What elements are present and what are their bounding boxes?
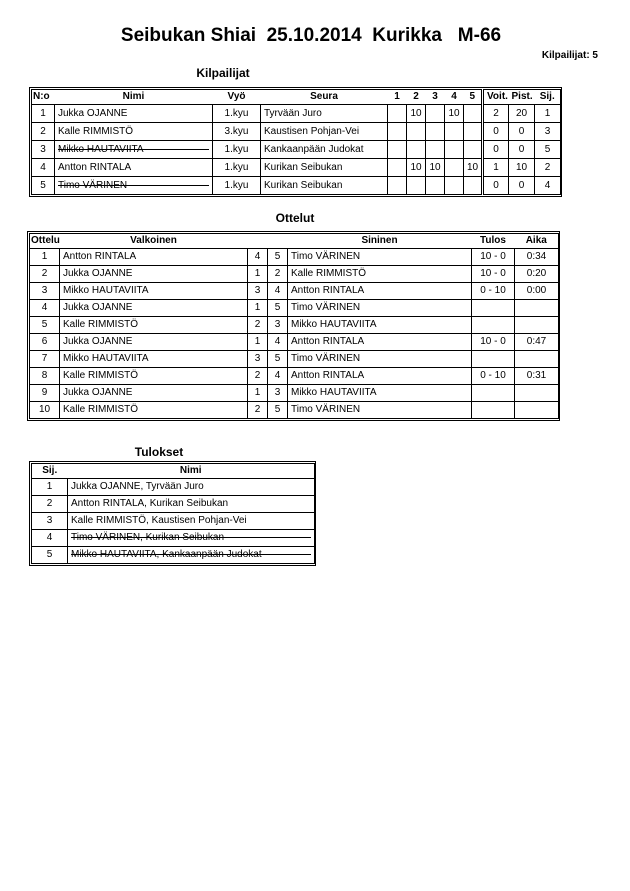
cell-time: 0:34 — [515, 249, 559, 266]
competitor-row — [32, 177, 561, 195]
cell-round-3: 10 — [426, 159, 445, 177]
cell-blue-name: Antton RINTALA — [288, 368, 472, 385]
cell-blue-name: Antton RINTALA — [288, 334, 472, 351]
cell-round-4 — [445, 123, 464, 141]
cell-round-2 — [407, 141, 426, 159]
results-table — [29, 461, 316, 566]
cell-points: 0 — [509, 177, 535, 195]
col-header-points: Pist. — [509, 90, 535, 105]
cell-blue-number: 3 — [268, 385, 288, 402]
cell-place: 2 — [32, 496, 68, 513]
cell-match-no: 8 — [30, 368, 60, 385]
matches-table — [27, 231, 560, 421]
result-row — [32, 513, 315, 530]
competitors-section-heading: Kilpailijat — [196, 66, 250, 80]
col-header-no: N:o — [32, 90, 55, 105]
cell-result: 0 - 10 — [472, 368, 515, 385]
cell-white-name: Jukka OJANNE — [60, 300, 248, 317]
cell-name: Mikko HAUTAVIITA — [55, 141, 213, 159]
results-header-row — [32, 464, 315, 479]
col-header-white: Valkoinen — [60, 234, 248, 249]
cell-round-1 — [388, 141, 407, 159]
cell-result — [472, 402, 515, 419]
cell-round-5: 10 — [464, 159, 483, 177]
cell-round-2 — [407, 123, 426, 141]
col-header-belt: Vyö — [213, 90, 261, 105]
cell-round-1 — [388, 159, 407, 177]
cell-no: 2 — [32, 123, 55, 141]
cell-name: Mikko HAUTAVIITA, Kankaanpään Judokat — [68, 547, 315, 564]
cell-match-no: 1 — [30, 249, 60, 266]
cell-place: 4 — [32, 530, 68, 547]
cell-white-number: 1 — [248, 334, 268, 351]
cell-white-name: Jukka OJANNE — [60, 385, 248, 402]
competitor-row — [32, 141, 561, 159]
cell-white-number: 4 — [248, 249, 268, 266]
cell-blue-number: 5 — [268, 351, 288, 368]
cell-match-no: 5 — [30, 317, 60, 334]
cell-blue-name: Timo VÄRINEN — [288, 351, 472, 368]
cell-no: 4 — [32, 159, 55, 177]
cell-round-2: 10 — [407, 105, 426, 123]
cell-round-3 — [426, 105, 445, 123]
cell-place: 5 — [32, 547, 68, 564]
cell-white-name: Mikko HAUTAVIITA — [60, 283, 248, 300]
cell-white-name: Jukka OJANNE — [60, 266, 248, 283]
cell-result: 10 - 0 — [472, 249, 515, 266]
cell-wins: 0 — [483, 123, 509, 141]
match-row — [30, 300, 559, 317]
col-header-time: Aika — [515, 234, 559, 249]
cell-time: 0:00 — [515, 283, 559, 300]
cell-club: Kurikan Seibukan — [261, 159, 388, 177]
cell-no: 5 — [32, 177, 55, 195]
cell-round-1 — [388, 177, 407, 195]
cell-time — [515, 385, 559, 402]
cell-match-no: 7 — [30, 351, 60, 368]
cell-no: 1 — [32, 105, 55, 123]
cell-round-1 — [388, 123, 407, 141]
cell-white-number: 3 — [248, 351, 268, 368]
cell-white-number: 3 — [248, 283, 268, 300]
cell-club: Kaustisen Pohjan-Vei — [261, 123, 388, 141]
cell-time — [515, 317, 559, 334]
cell-blue-name: Mikko HAUTAVIITA — [288, 317, 472, 334]
cell-round-4 — [445, 159, 464, 177]
cell-blue-number: 4 — [268, 334, 288, 351]
matches-header-row — [30, 234, 559, 249]
cell-place: 3 — [32, 513, 68, 530]
cell-wins: 0 — [483, 141, 509, 159]
cell-blue-name: Timo VÄRINEN — [288, 402, 472, 419]
match-row — [30, 249, 559, 266]
col-header-name: Nimi — [55, 90, 213, 105]
cell-match-no: 6 — [30, 334, 60, 351]
cell-name: Antton RINTALA, Kurikan Seibukan — [68, 496, 315, 513]
cell-match-no: 10 — [30, 402, 60, 419]
cell-wins: 2 — [483, 105, 509, 123]
cell-blue-number: 4 — [268, 368, 288, 385]
cell-white-name: Kalle RIMMISTÖ — [60, 368, 248, 385]
cell-white-name: Kalle RIMMISTÖ — [60, 317, 248, 334]
cell-time: 0:47 — [515, 334, 559, 351]
cell-round-4 — [445, 177, 464, 195]
col-header-blue: Sininen — [288, 234, 472, 249]
cell-match-no: 2 — [30, 266, 60, 283]
cell-round-3 — [426, 141, 445, 159]
cell-belt: 1.kyu — [213, 159, 261, 177]
col-header-name: Nimi — [68, 464, 315, 479]
result-row — [32, 530, 315, 547]
cell-white-number: 2 — [248, 317, 268, 334]
cell-round-1 — [388, 105, 407, 123]
cell-wins: 0 — [483, 177, 509, 195]
cell-blue-number: 5 — [268, 300, 288, 317]
match-row — [30, 402, 559, 419]
cell-place: 1 — [535, 105, 561, 123]
cell-time — [515, 351, 559, 368]
cell-match-no: 9 — [30, 385, 60, 402]
cell-match-no: 4 — [30, 300, 60, 317]
cell-blue-name: Kalle RIMMISTÖ — [288, 266, 472, 283]
cell-result — [472, 351, 515, 368]
cell-name: Kalle RIMMISTÖ, Kaustisen Pohjan-Vei — [68, 513, 315, 530]
cell-result — [472, 300, 515, 317]
page-title: Seibukan Shiai 25.10.2014 Kurikka M-66 — [120, 25, 502, 46]
col-header-place: Sij. — [535, 90, 561, 105]
match-row — [30, 351, 559, 368]
cell-name: Jukka OJANNE — [55, 105, 213, 123]
cell-result: 10 - 0 — [472, 266, 515, 283]
cell-round-5 — [464, 123, 483, 141]
cell-place: 2 — [535, 159, 561, 177]
cell-time — [515, 300, 559, 317]
cell-club: Tyrvään Juro — [261, 105, 388, 123]
cell-white-number: 1 — [248, 266, 268, 283]
cell-time — [515, 402, 559, 419]
cell-points: 10 — [509, 159, 535, 177]
cell-points: 0 — [509, 141, 535, 159]
competitors-header-row — [32, 90, 561, 105]
cell-white-name: Mikko HAUTAVIITA — [60, 351, 248, 368]
cell-white-number: 2 — [248, 402, 268, 419]
cell-belt: 1.kyu — [213, 141, 261, 159]
cell-belt: 1.kyu — [213, 177, 261, 195]
cell-blue-number: 5 — [268, 249, 288, 266]
col-header-match: Ottelu — [30, 234, 60, 249]
cell-time: 0:31 — [515, 368, 559, 385]
cell-white-name: Antton RINTALA — [60, 249, 248, 266]
result-row — [32, 496, 315, 513]
col-header-round-1: 1 — [388, 90, 407, 105]
match-row — [30, 317, 559, 334]
cell-round-3 — [426, 123, 445, 141]
cell-no: 3 — [32, 141, 55, 159]
cell-blue-name: Antton RINTALA — [288, 283, 472, 300]
cell-wins: 1 — [483, 159, 509, 177]
col-header-round-5: 5 — [464, 90, 483, 105]
cell-name: Jukka OJANNE, Tyrvään Juro — [68, 479, 315, 496]
cell-club: Kurikan Seibukan — [261, 177, 388, 195]
col-header-club: Seura — [261, 90, 388, 105]
cell-result — [472, 385, 515, 402]
col-header-white-number — [248, 234, 268, 249]
cell-belt: 1.kyu — [213, 105, 261, 123]
cell-name: Kalle RIMMISTÖ — [55, 123, 213, 141]
cell-place: 3 — [535, 123, 561, 141]
cell-place: 4 — [535, 177, 561, 195]
col-header-place: Sij. — [32, 464, 68, 479]
cell-blue-number: 3 — [268, 317, 288, 334]
cell-blue-name: Timo VÄRINEN — [288, 249, 472, 266]
cell-white-name: Kalle RIMMISTÖ — [60, 402, 248, 419]
participants-count-label: Kilpailijat: 5 — [541, 50, 598, 61]
cell-white-number: 1 — [248, 300, 268, 317]
cell-round-2 — [407, 177, 426, 195]
cell-place: 1 — [32, 479, 68, 496]
results-section-heading: Tulokset — [134, 445, 184, 459]
cell-name: Antton RINTALA — [55, 159, 213, 177]
result-row — [32, 547, 315, 564]
cell-round-2: 10 — [407, 159, 426, 177]
cell-round-3 — [426, 177, 445, 195]
cell-blue-number: 2 — [268, 266, 288, 283]
col-header-wins: Voit. — [483, 90, 509, 105]
cell-points: 20 — [509, 105, 535, 123]
cell-match-no: 3 — [30, 283, 60, 300]
cell-club: Kankaanpään Judokat — [261, 141, 388, 159]
matches-section-heading: Ottelut — [275, 211, 315, 225]
cell-white-number: 2 — [248, 368, 268, 385]
cell-time: 0:20 — [515, 266, 559, 283]
cell-round-5 — [464, 141, 483, 159]
cell-blue-number: 4 — [268, 283, 288, 300]
cell-white-name: Jukka OJANNE — [60, 334, 248, 351]
col-header-round-4: 4 — [445, 90, 464, 105]
cell-result: 0 - 10 — [472, 283, 515, 300]
cell-round-4: 10 — [445, 105, 464, 123]
cell-blue-number: 5 — [268, 402, 288, 419]
competitors-table — [29, 87, 562, 197]
cell-name: Timo VÄRINEN — [55, 177, 213, 195]
result-row — [32, 479, 315, 496]
cell-name: Timo VÄRINEN, Kurikan Seibukan — [68, 530, 315, 547]
match-row — [30, 334, 559, 351]
col-header-round-2: 2 — [407, 90, 426, 105]
cell-round-4 — [445, 141, 464, 159]
cell-result: 10 - 0 — [472, 334, 515, 351]
cell-belt: 3.kyu — [213, 123, 261, 141]
col-header-result: Tulos — [472, 234, 515, 249]
cell-blue-name: Timo VÄRINEN — [288, 300, 472, 317]
match-row — [30, 266, 559, 283]
cell-white-number: 1 — [248, 385, 268, 402]
competitor-row — [32, 105, 561, 123]
match-row — [30, 385, 559, 402]
cell-points: 0 — [509, 123, 535, 141]
col-header-round-3: 3 — [426, 90, 445, 105]
cell-blue-name: Mikko HAUTAVIITA — [288, 385, 472, 402]
cell-round-5 — [464, 105, 483, 123]
match-row — [30, 283, 559, 300]
cell-result — [472, 317, 515, 334]
cell-place: 5 — [535, 141, 561, 159]
competitor-row — [32, 123, 561, 141]
cell-round-5 — [464, 177, 483, 195]
col-header-blue-number — [268, 234, 288, 249]
match-row — [30, 368, 559, 385]
competitor-row — [32, 159, 561, 177]
